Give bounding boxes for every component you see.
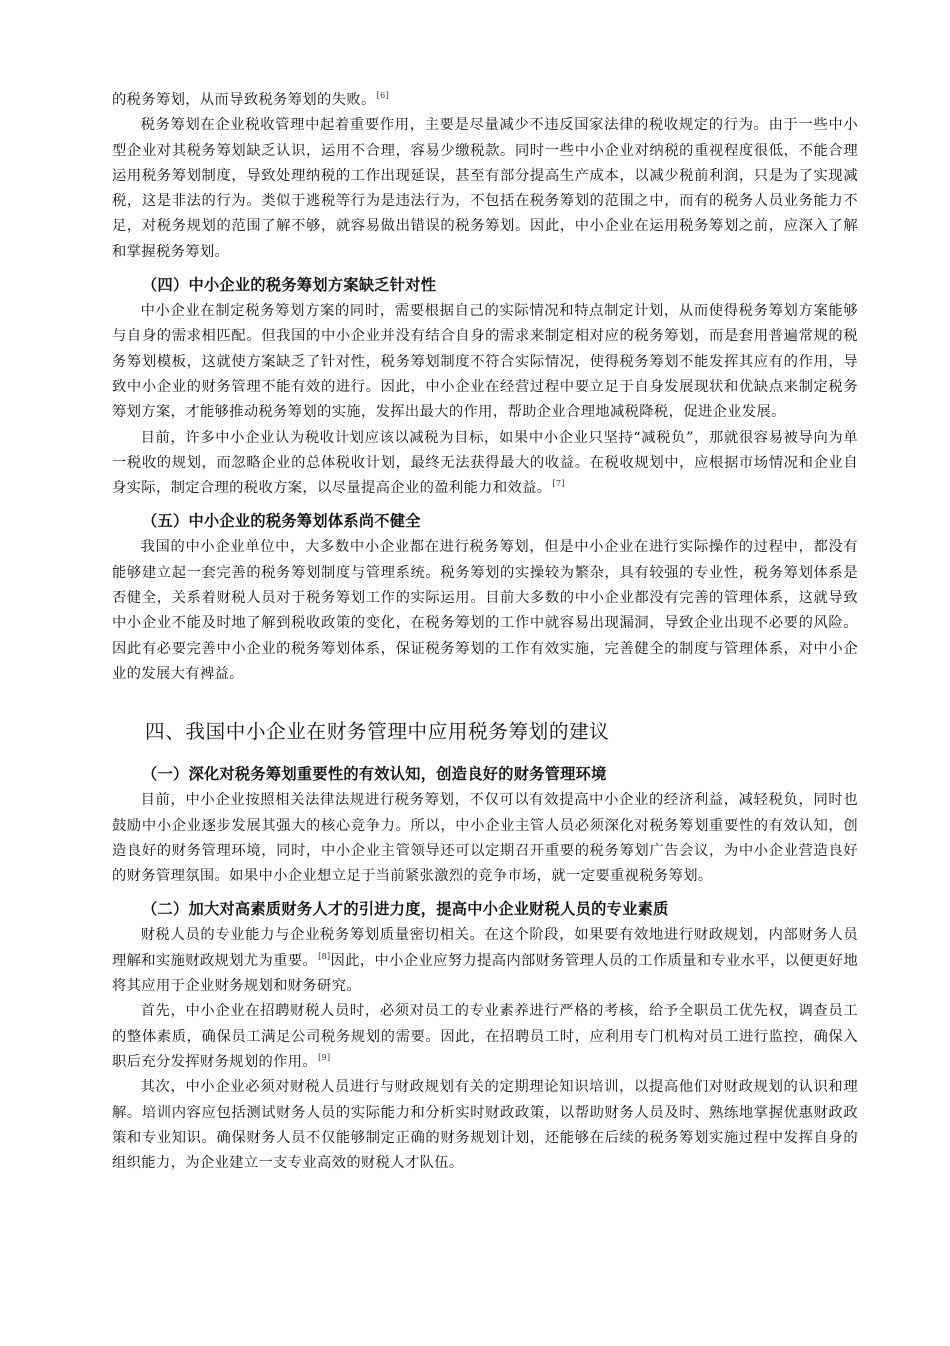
citation-ref: [7] bbox=[552, 479, 565, 489]
subsection-heading: （二）加大对高素质财务人才的引进力度，提高中小企业财税人员的专业素质 bbox=[142, 900, 669, 919]
subsection-heading: （五）中小企业的税务筹划体系尚不健全 bbox=[142, 512, 421, 531]
citation-ref: [6] bbox=[376, 91, 390, 101]
document-page bbox=[112, 88, 858, 1176]
paragraph: 其次，中小企业必须对财税人员进行与财政规划有关的定期理论知识培训，以提高他们对财政规划的认识和理解。培训内容应包括测试财务人员的实际能力和分析实时财政政策，以帮助财务人员及时、熟练地掌握优惠财政政策和专业知识。确保财务人员不仅能够制定正确的财务规划计划，还能够在后续的税务筹划实施过程中发挥自身的组织能力，为企业建立一支专业高效的财税人才队伍。 bbox=[112, 1079, 858, 1172]
paragraph: 目前，许多中小企业认为税收计划应该以减税为目标，如果中小企业只坚持“减税负”，那就很容易被导向为单一税收的规划，而忽略企业的总体税收计划，最终无法获得最大的收益。在税收规划中，应根据市场情况和企业自身实际，制定合理的税收方案，以尽量提高企业的盈利能力和效益。[7] bbox=[112, 429, 858, 497]
subsection-heading: （一）深化对税务筹划重要性的有效认知，创造良好的财务管理环境 bbox=[142, 765, 607, 784]
paragraph: 首先，中小企业在招聘财税人员时，必须对员工的专业素养进行严格的考核，给予全职员工优先权，调查员工的整体素质，确保员工满足公司税务规划的需要。因此，在招聘员工时，应利用专门机构对员工进行监控，确保入职后充分发挥财务规划的作用。[9] bbox=[112, 1003, 858, 1070]
citation-ref: [9] bbox=[318, 1053, 331, 1063]
subsection-heading: （四）中小企业的税务筹划方案缺乏针对性 bbox=[142, 276, 437, 295]
paragraph: 中小企业在制定税务筹划方案的同时，需要根据自己的实际情况和特点制定计划，从而使得税务筹划方案能够与自身的需求相匹配。但我国的中小企业并没有结合自身的需求来制定相对应的税务筹划，而是套用普遍常规的税务筹划模板，这就使方案缺乏了针对性，税务筹划制度不符合实际情况，使得税务筹划不能发挥其应有的作用，导致中小企业的财务管理不能有效的进行。因此，中小企业在经营过程中要立足于自身发展现状和优缺点来制定税务筹划方案，才能够推动税务筹划的实施，发挥出最大的作用，帮助企业合理地减税降税，促进企业发展。 bbox=[112, 303, 858, 421]
paragraph: 我国的中小企业单位中，大多数中小企业都在进行税务筹划，但是中小企业在进行实际操作的过程中，都没有能够建立起一套完善的税务筹划制度与管理系统。税务筹划的实操较为繁杂，具有较强的专业性，税务筹划体系是否健全，关系着财税人员对于税务筹划工作的实际运用。目前大多数的中小企业都没有完善的管理体系，这就导致中小企业不能及时地了解到税收政策的变化，在税务筹划的工作中就容易出现漏洞，导致企业出现不必要的风险。因此有必要完善中小企业的税务筹划体系，保证税务筹划的工作有效实施，完善健全的制度与管理体系，对中小企业的发展大有裨益。 bbox=[112, 539, 858, 682]
paragraph: 的税务筹划，从而导致税务筹划的失败。[6] bbox=[112, 91, 390, 108]
paragraph: 目前，中小企业按照相关法律法规进行税务筹划，不仅可以有效提高中小企业的经济利益，减轻税负，同时也鼓励中小企业逐步发展其强大的核心竞争力。所以，中小企业主管人员必须深化对税务筹划重要性的有效认知，创造良好的财务管理环境，同时，中小企业主管领导还可以定期召开重要的税务筹划广告会议，为中小企业营造良好的财务管理氛围。如果中小企业想立足于当前紧张激烈的竞争市场，就一定要重视税务筹划。 bbox=[112, 792, 858, 885]
citation-ref: [8] bbox=[318, 951, 331, 961]
paragraph: 税务筹划在企业税收管理中起着重要作用，主要是尽量减少不违反国家法律的税收规定的行为。由于一些中小型企业对其税务筹划缺乏认识，运用不合理，容易少缴税款。同时一些中小企业对纳税的重视程度很低，不能合理运用税务筹划制度，导致处理纳税的工作出现延误，甚至有部分提高生产成本，以减少税前利润，只是为了实现减税，这是非法的行为。类似于逃税等行为是违法行为，不包括在税务筹划的范围之中，而有的税务人员业务能力不足，对税务规划的范围了解不够，就容易做出错误的税务筹划。因此，中小企业在运用税务筹划之前，应深入了解和掌握税务筹划。 bbox=[112, 117, 858, 260]
section-heading: 四、我国中小企业在财务管理中应用税务筹划的建议 bbox=[145, 720, 610, 744]
paragraph: 财税人员的专业能力与企业税务筹划质量密切相关。在这个阶段，如果要有效地进行财政规划，内部财务人员理解和实施财政规划尤为重要。[8]因此，中小企业应努力提高内部财务管理人员的工作质量和专业水平，以便更好地将其应用于企业财务规划和财务研究。 bbox=[112, 927, 858, 995]
